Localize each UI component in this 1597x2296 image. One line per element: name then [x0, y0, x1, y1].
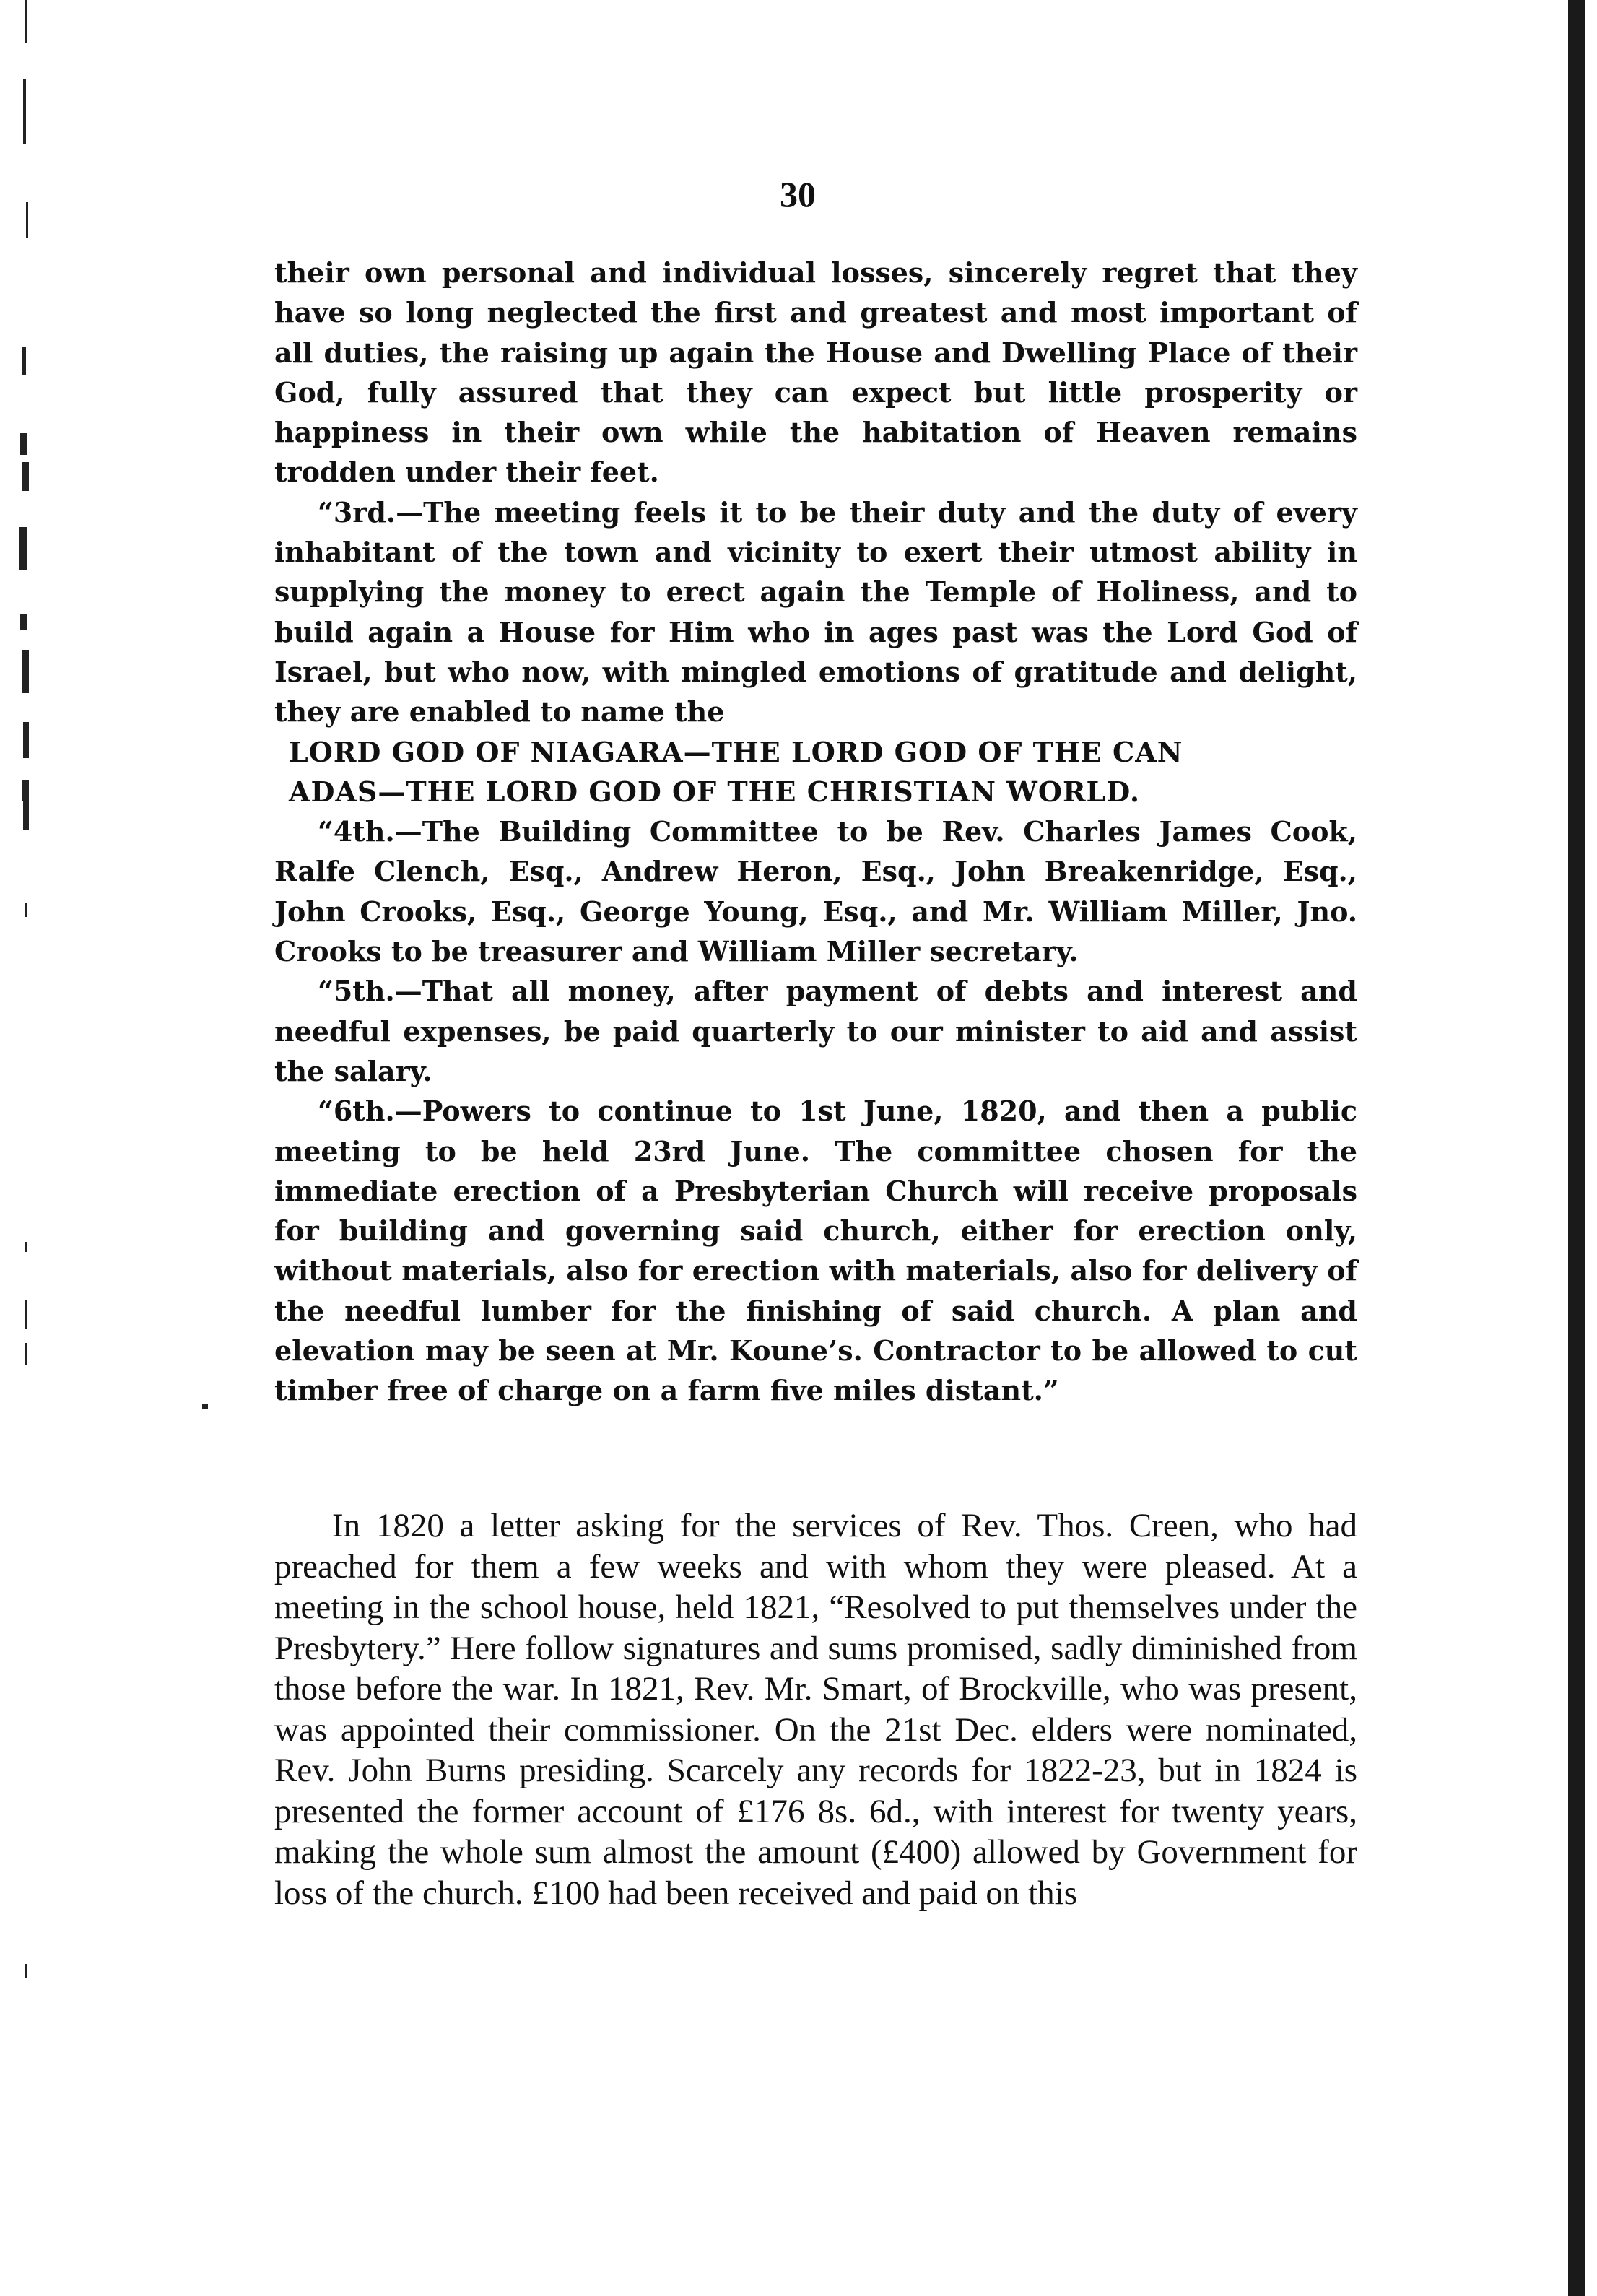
binding-edge-marks [14, 0, 43, 2296]
resolution-third-caps-line-2: ADAS—THE LORD GOD OF THE CHRISTIAN WORLD. [289, 775, 1141, 808]
resolution-fourth: “4th.—The Building Committee to be Rev. Charles James Cook, Ralfe Clench, Esq., Andrew Heron, Esq., John Breakenridge, Esq., John Crooks, Esq., George Young, Esq., and Mr. William Miller, Jno. Crooks to be treasurer and William Miller secretary. [274, 815, 1357, 968]
resolution-third: “3rd.—The meeting feels it to be their duty and the duty of every inhabitant of the town and vicinity to exert their utmost ability in supplying the money to erect again the Temple of Holiness, and to build again a House for Him who in ages past was the Lord God of Israel, but who now, with mingled emotions of gratitude and delight, they are enabled to name the [274, 495, 1357, 729]
page-number: 30 [780, 174, 816, 214]
resolution-fifth: “5th.—That all money, after payment of debts and interest and needful expenses, be paid quarterly to our minister to aid and assist the salary. [274, 975, 1357, 1087]
narrative-paragraph: In 1820 a letter asking for the services of Rev. Thos. Creen, who had preached for them a few weeks and with whom they were pleased. At a meeting in the school house, held 1821, “Resolved to put themselves under the Presbytery.” Here follow signatures and sums promised, sadly diminished from those before the war. In 1821, Rev. Mr. Smart, of Brockville, who was present, was appointed their commissioner. On the 21st Dec. elders were nominated, Rev. John Burns presiding. Scarcely any records for 1822-23, but in 1824 is presented the former account of £176 8s. 6d., with interest for twenty years, making the whole sum almost the amount (£400) allowed by Government for loss of the church. £100 had been received and paid on this [274, 1507, 1357, 1912]
scan-edge-bar [1568, 0, 1585, 2296]
resolution-continuation: their own personal and individual losses, sincerely regret that they have so long neglected the first and greatest and most important of all duties, the raising up again the House and Dwelling Place of their God, fully assured that they can expect but little prosperity or happiness in their own while the habitation of Heaven remains trodden under their feet. [274, 256, 1357, 489]
resolutions-block [274, 253, 1357, 1411]
resolution-third-caps-line-1: LORD GOD OF NIAGARA—THE LORD GOD OF THE CAN [289, 735, 1183, 768]
resolution-sixth: “6th.—Powers to continue to 1st June, 1820, and then a public meeting to be held 23rd June. The committee chosen for the immediate erection of a Presbyterian Church will receive proposals for building and governing said church, either for erection only, without materials, also for erection with materials, also for delivery of the needful lumber for the finishing of said church. A plan and elevation may be seen at Mr. Koune’s. Contractor to be allowed to cut timber free of charge on a farm five miles distant.” [274, 1095, 1357, 1407]
narrative-block [274, 1505, 1357, 1913]
